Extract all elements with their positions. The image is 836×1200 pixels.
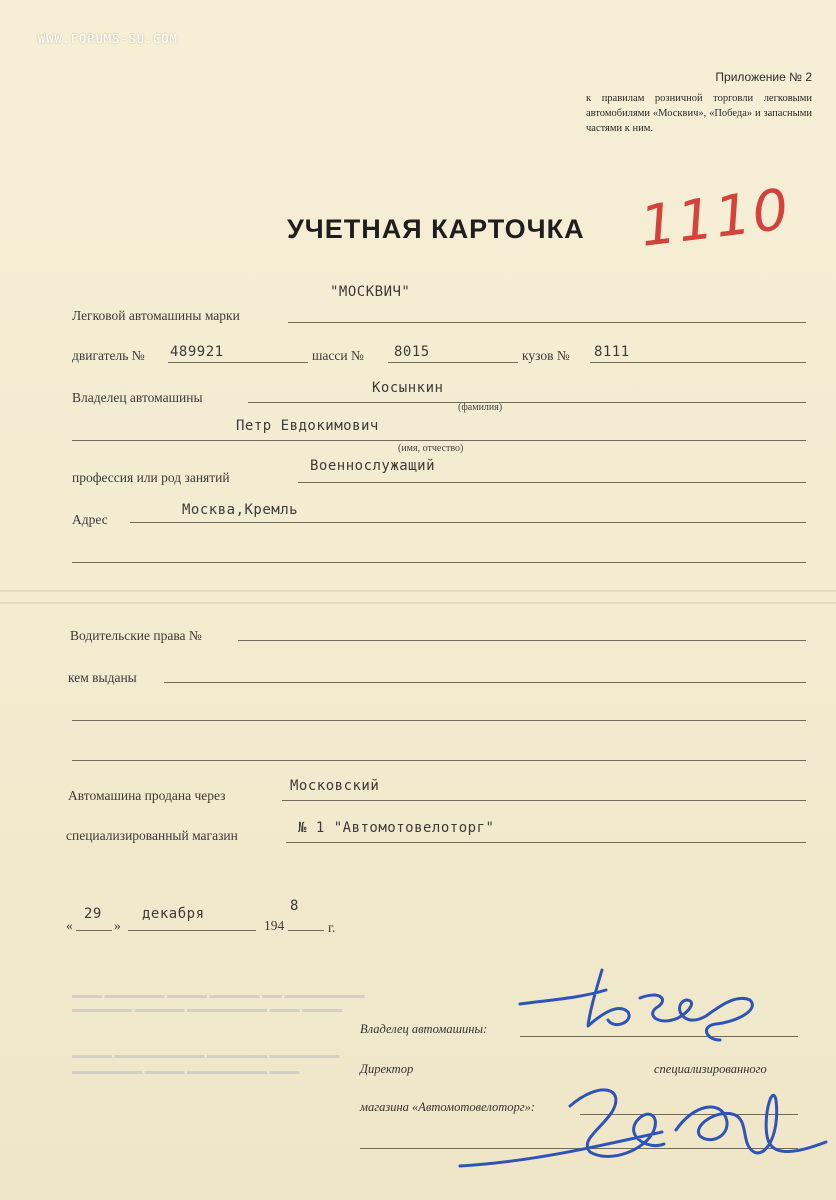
- sold-value: Московский: [290, 778, 380, 794]
- address-label: Адрес: [72, 512, 108, 527]
- address-line: [130, 522, 806, 523]
- owner-label: Владелец автомашины: [72, 390, 203, 405]
- chassis-label: шасси №: [312, 348, 364, 363]
- owner-surname: Косынкин: [372, 380, 444, 396]
- specialized-label: специализированного: [654, 1062, 767, 1076]
- date-day-line: [76, 930, 112, 931]
- store-signature-label: магазина «Автомотовелоторг»:: [360, 1100, 536, 1114]
- name-hint: (имя, отчество): [398, 443, 464, 454]
- make-value: "МОСКВИЧ": [330, 284, 411, 300]
- store-value: № 1 "Автомотовелоторг": [298, 820, 495, 836]
- paper-fold: [0, 590, 836, 592]
- appendix-text: к правилам розничной торговли легковыми автомобилями «Москвич», «Победа» и запасными частями к ним.: [586, 93, 812, 134]
- store-label: специализированный магазин: [66, 828, 238, 843]
- watermark: WWW.FORUMS-SU.COM: [38, 32, 178, 46]
- engine-value: 489921: [170, 344, 224, 360]
- owner-signature-image: [510, 960, 770, 1060]
- profession-value: Военнослужащий: [310, 458, 436, 474]
- issued-line: [164, 682, 806, 683]
- profession-label: профессия или род занятий: [72, 470, 230, 485]
- bleed-through-text: ▬▬▬▬▬▬▬ ▬▬▬▬ ▬▬▬▬▬▬▬▬ ▬▬▬: [72, 1066, 300, 1077]
- bleed-through-text: ▬▬▬▬ ▬▬▬▬▬▬▬▬▬ ▬▬▬▬▬▬ ▬▬▬▬▬▬▬: [72, 1050, 340, 1061]
- appendix-heading: Приложение № 2: [715, 70, 812, 84]
- chassis-value: 8015: [394, 344, 430, 360]
- address-line-2: [72, 562, 806, 563]
- profession-line: [298, 482, 806, 483]
- issued-line-2: [72, 720, 806, 721]
- owner-line: [248, 402, 806, 403]
- body-value: 8111: [594, 344, 630, 360]
- issued-line-3: [72, 760, 806, 761]
- surname-hint: (фамилия): [458, 402, 503, 413]
- date-month: декабря: [142, 906, 205, 922]
- paper-fold: [0, 602, 836, 604]
- bleed-through-text: ▬▬▬▬▬▬ ▬▬▬▬▬ ▬▬▬▬▬▬▬▬ ▬▬▬ ▬▬▬▬: [72, 1004, 342, 1015]
- handwritten-card-number: 1110: [636, 177, 794, 260]
- date-close-quote: »: [114, 918, 121, 933]
- date-year-abbr: г.: [328, 920, 336, 935]
- make-label: Легковой автомашины марки: [72, 308, 240, 323]
- date-month-line: [128, 930, 256, 931]
- issued-label: кем выданы: [68, 670, 137, 685]
- owner-name-line: [72, 440, 806, 441]
- appendix-note: [586, 70, 812, 136]
- page-title: УЧЕТНАЯ КАРТОЧКА: [287, 214, 585, 244]
- make-line: [288, 322, 806, 323]
- body-label: кузов №: [522, 348, 570, 363]
- director-signature-image: [450, 1060, 830, 1180]
- date-year-suffix: 8: [290, 898, 299, 914]
- address-value: Москва,Кремль: [182, 502, 299, 518]
- engine-line: [168, 362, 308, 363]
- date-year-prefix: 194: [264, 918, 285, 933]
- bleed-through-text: ▬▬▬ ▬▬▬▬▬▬ ▬▬▬▬ ▬▬▬▬▬ ▬▬ ▬▬▬▬▬▬▬▬: [72, 990, 365, 1001]
- license-label: Водительские права №: [70, 628, 202, 643]
- sold-label: Автомашина продана через: [68, 788, 226, 803]
- sold-line: [282, 800, 806, 801]
- owner-name: Петр Евдокимович: [236, 418, 379, 434]
- engine-label: двигатель №: [72, 348, 145, 363]
- date-open-quote: «: [66, 918, 73, 933]
- chassis-line: [388, 362, 518, 363]
- date-year-line: [288, 930, 324, 931]
- store-line: [286, 842, 806, 843]
- director-label: Директор: [360, 1062, 414, 1076]
- owner-signature-label: Владелец автомашины:: [360, 1022, 488, 1036]
- date-day: 29: [84, 906, 102, 922]
- license-line: [238, 640, 806, 641]
- body-line: [590, 362, 806, 363]
